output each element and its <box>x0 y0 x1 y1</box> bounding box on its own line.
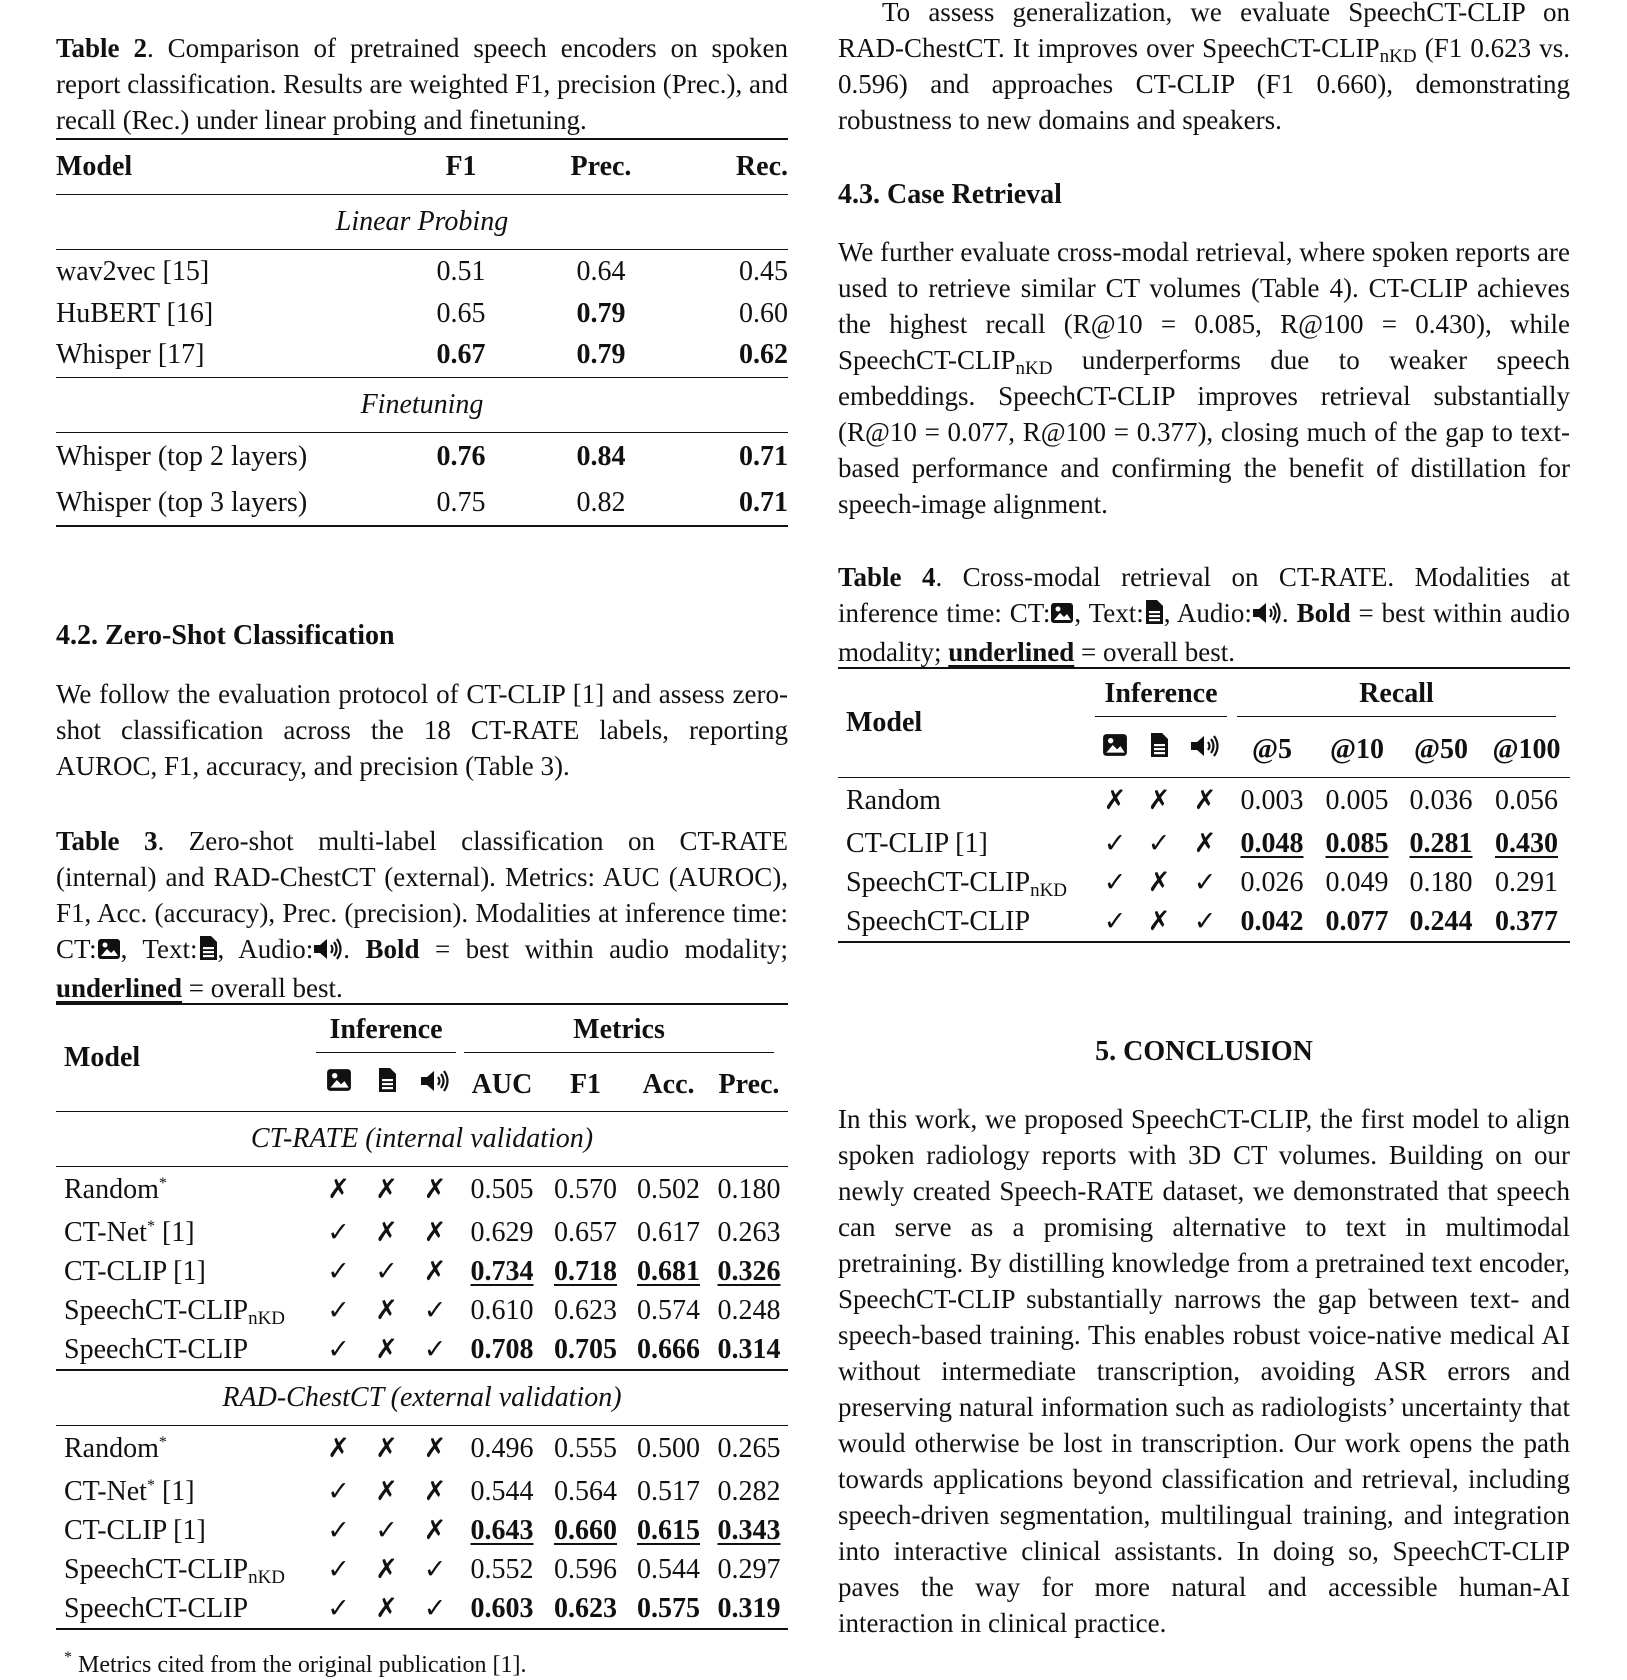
speaker-icon <box>313 934 343 970</box>
table3-footnote: * Metrics cited from the original publication [1]. <box>64 1649 527 1678</box>
model-name: SpeechCT-CLIP <box>64 1592 249 1624</box>
table4-body <box>838 778 1570 943</box>
table-row: SpeechCT-$CLIP_{nKD}$ ✓ ✗ ✓ 0.610 0.623 0.574 0.248 <box>56 1291 788 1330</box>
table-row: SpeechCT-$CLIP_{nKD}$ ✓ ✗ ✓ 0.026 0.049 0.180 0.291 <box>838 863 1570 902</box>
table-row: SpeechCT-CLIP ✓ ✗ ✓ 0.708 0.705 0.666 0.314 <box>56 1330 788 1370</box>
audio-speaker-icon <box>1181 723 1229 778</box>
model-name: CT-Net* [1] <box>64 1216 195 1248</box>
model-name: SpeechCT-$CLIP_{nKD}$ <box>64 1294 286 1329</box>
table2-caption: Table 2. Comparison of pretrained speech encoders on spoken report classification. Results are weighted F1, precision (Prec.), and recall (Rec.) under linear probing and finetuning. <box>56 33 788 135</box>
table-row: Random* ✗ ✗ ✗ 0.496 0.555 0.500 0.265 <box>56 1426 788 1473</box>
ct-image-icon <box>314 1059 363 1112</box>
table-row: Whisper (top 3 layers) 0.75 0.82 0.71 <box>56 481 788 526</box>
table4-label: Table 4 <box>838 562 936 592</box>
section-5-body: In this work, we proposed SpeechCT-CLIP, the first model to align spoken radiology reports with 3D CT volumes. Building on our newly created Speech-RATE dataset, we demonstrated that speech can serve as a promising alternative to text in multimodal pretraining. By distilling knowledge from a pretrained text encoder, SpeechCT-CLIP substantially narrows the gap between text- and speech-based training. This enables robust voice-native medical AI without intermediate transcription, avoiding ASR errors and preserving natural information such as radiologists’ uncertainty that would otherwise be lost in transcription. Our work opens the path towards applications beyond classification and retrieval, including speech-driven segmentation, multilingual training, and integration into interactive clinical assistants. In doing so, SpeechCT-CLIP paves the way for more natural and accessible human-AI interaction in clinical practice. <box>838 1104 1570 1638</box>
speaker-icon <box>1252 598 1282 634</box>
table2-header-prec: Prec. <box>570 151 632 182</box>
table2-group-row <box>56 378 788 433</box>
table3 <box>56 1003 788 1630</box>
table3-group-rad-chestct <box>56 1426 788 1630</box>
image-icon <box>1050 598 1074 634</box>
table2 <box>56 138 788 527</box>
section-4-2-title: 4.2. Zero-Shot Classification <box>56 620 395 651</box>
model-name: SpeechCT-$CLIP_{nKD}$ <box>846 866 1068 901</box>
table4-header-recall: Recall <box>1229 668 1570 723</box>
model-name: SpeechCT-$CLIP_{nKD}$ <box>64 1553 286 1588</box>
table4-caption: Table 4. Cross-modal retrieval on CT-RATE. Modalities at inference time: CT: , Text: , Audio: . Bold = best within audio modality; underlined = overall best. <box>838 562 1570 667</box>
table2-header-row <box>56 139 788 195</box>
table3-header-row <box>56 1004 788 1059</box>
table-row: CT-Net* [1] ✓ ✗ ✗ 0.629 0.657 0.617 0.263 <box>56 1213 788 1252</box>
table3-label: Table 3 <box>56 826 158 856</box>
table4 <box>838 667 1570 943</box>
table2-header-model: Model <box>56 151 133 182</box>
section-4-2-body: We follow the evaluation protocol of CT-CLIP [1] and assess zero-shot classification across the 18 CT-RATE labels, reporting AUROC, F1, accuracy, and precision (Table 3). <box>56 679 788 781</box>
table2-header-f1: F1 <box>445 151 477 182</box>
table3-header-metrics: Metrics <box>460 1004 788 1059</box>
document-icon <box>198 934 218 970</box>
section-5-title: 5. CONCLUSION <box>1095 1036 1313 1067</box>
audio-speaker-icon <box>410 1059 460 1112</box>
table3-subheader-row: AUC F1 Acc. Prec. <box>56 1059 788 1112</box>
table-row: CT-Net* [1] ✓ ✗ ✗ 0.544 0.564 0.517 0.282 <box>56 1472 788 1511</box>
table-row: HuBERT [16] 0.65 0.79 0.60 <box>56 297 788 329</box>
table3-group-row: RAD-ChestCT (external validation) <box>56 1370 788 1426</box>
model-name: CT-Net* [1] <box>64 1475 195 1507</box>
table2-group-row <box>56 195 788 250</box>
ct-image-icon <box>1093 723 1137 778</box>
table4-header-inference: Inference <box>1093 668 1229 723</box>
table-row: SpeechCT-CLIP ✓ ✗ ✓ 0.042 0.077 0.244 0.377 <box>838 902 1570 942</box>
table-row: SpeechCT-$CLIP_{nKD}$ ✓ ✗ ✓ 0.552 0.596 0.544 0.297 <box>56 1550 788 1589</box>
model-name: Random <box>846 785 941 816</box>
table-row: Random* ✗ ✗ ✗ 0.505 0.570 0.502 0.180 <box>56 1167 788 1214</box>
model-name: CT-CLIP [1] <box>64 1514 206 1546</box>
right-intro-paragraph: To assess generalization, we evaluate SpeechCT-CLIP on RAD-ChestCT. It improves over SpeechCT-$CLIP_{nKD}$ (F1 0.623 vs. 0.596) and approaches CT-CLIP (F1 0.660), demonstrating robustness to new domains and speakers. <box>838 0 1570 135</box>
image-icon <box>97 934 121 970</box>
table2-label: Table 2 <box>56 33 147 63</box>
table4-header-model: Model <box>846 707 923 738</box>
table2-header-rec: Rec. <box>735 151 788 182</box>
model-name: Random* <box>64 1433 167 1464</box>
table-row: CT-CLIP [1] ✓ ✓ ✗ 0.734 0.718 0.681 0.326 <box>56 1252 788 1291</box>
model-name: CT-CLIP [1] <box>846 827 988 859</box>
table2-group-label: Finetuning <box>360 389 484 420</box>
table3-group-row: CT-RATE (internal validation) <box>56 1112 788 1167</box>
table-row: CT-CLIP [1] ✓ ✓ ✗ 0.643 0.660 0.615 0.343 <box>56 1511 788 1550</box>
model-name: CT-CLIP [1] <box>64 1255 206 1287</box>
table2-group-label: Linear Probing <box>335 206 509 237</box>
text-document-icon <box>1137 723 1181 778</box>
table4-subheader-row: @5 @10 @50 @100 <box>838 723 1570 778</box>
section-4-3-title: 4.3. Case Retrieval <box>838 179 1062 210</box>
text-document-icon <box>363 1059 410 1112</box>
table-row: Whisper (top 2 layers) 0.76 0.84 0.71 <box>56 441 788 472</box>
table3-header-model: Model <box>64 1042 141 1073</box>
table4-header-row <box>838 668 1570 723</box>
table3-caption: Table 3. Zero-shot multi-label classification on CT-RATE (internal) and RAD-ChestCT (external). Metrics: AUC (AUROC), F1, Acc. (accuracy), Prec. (precision). Modalities at inference time: CT: , Text: , Audio: . Bold = best within audio modality; underlined = overall best. <box>56 826 789 1003</box>
table-row: Random ✗ ✗ ✗ 0.003 0.005 0.036 0.056 <box>838 778 1570 825</box>
table-row: SpeechCT-CLIP ✓ ✗ ✓ 0.603 0.623 0.575 0.319 <box>56 1589 788 1629</box>
document-icon <box>1144 598 1164 634</box>
table-row: CT-CLIP [1] ✓ ✓ ✗ 0.048 0.085 0.281 0.430 <box>838 824 1570 863</box>
table-row: Whisper [17] 0.67 0.79 0.62 <box>56 333 788 378</box>
section-4-3-body: We further evaluate cross-modal retrieval, where spoken reports are used to retrieve similar CT volumes (Table 4). CT-CLIP achieves the highest recall (R@10 = 0.085, R@100 = 0.430), while SpeechCT-$CLIP_{nKD}$ underperforms due to weaker speech embeddings. SpeechCT-CLIP improves retrieval substantially (R@10 = 0.077, R@100 = 0.377), closing much of the gap to text-based performance and confirming the benefit of distillation for speech-image alignment. <box>838 237 1570 519</box>
model-name: SpeechCT-CLIP <box>846 905 1031 937</box>
table3-header-inference: Inference <box>314 1004 460 1059</box>
model-name: SpeechCT-CLIP <box>64 1333 249 1365</box>
model-name: Random* <box>64 1174 167 1205</box>
table3-group-ct-rate <box>56 1167 788 1371</box>
table-row: wav2vec [15] 0.51 0.64 0.45 <box>56 256 788 287</box>
